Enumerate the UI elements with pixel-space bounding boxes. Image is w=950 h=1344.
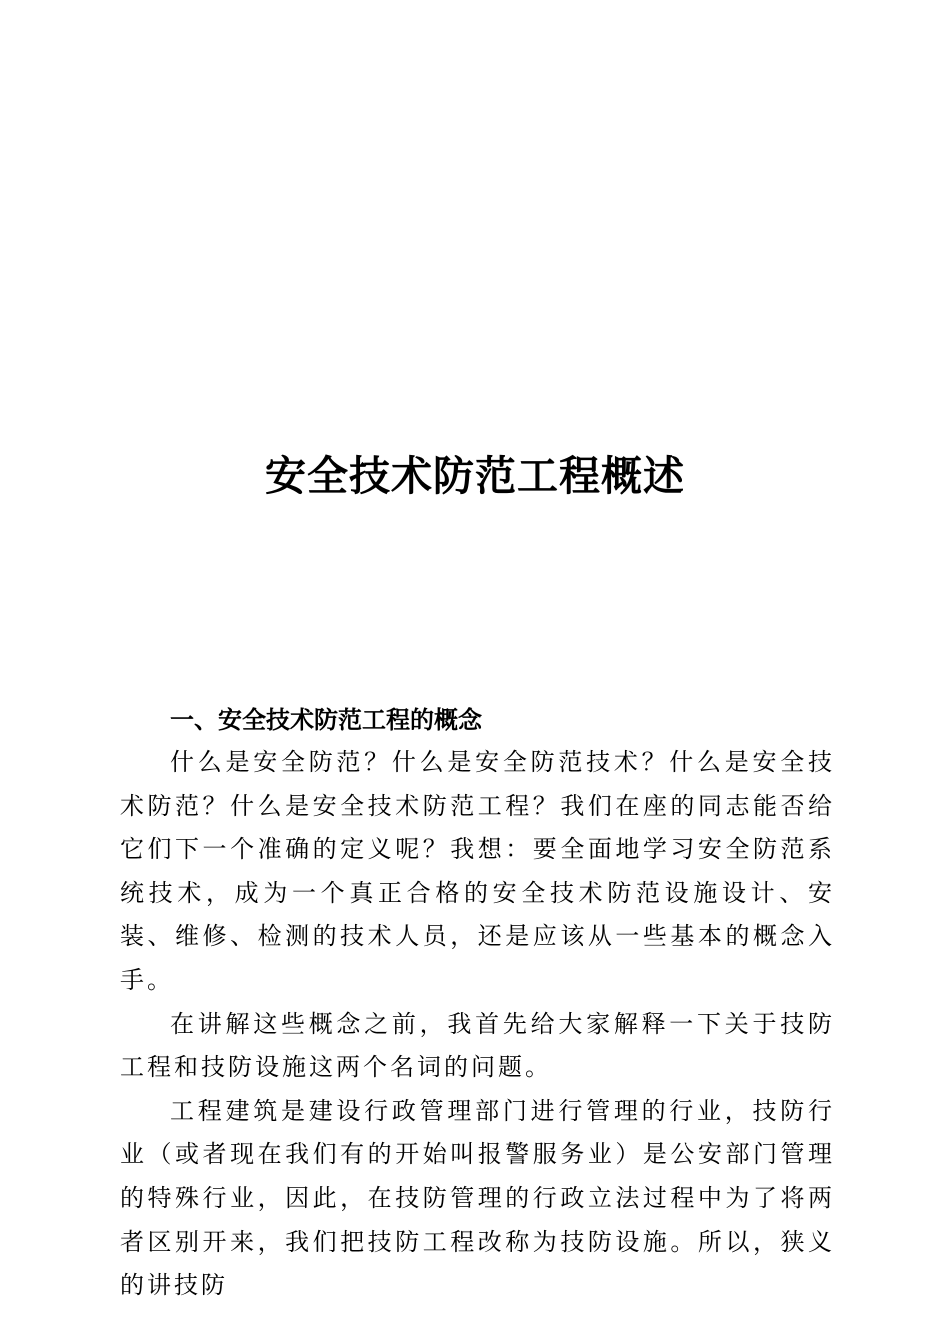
document-title: 安全技术防范工程概述 xyxy=(265,452,685,500)
paragraph-terms-intro: 在讲解这些概念之前，我首先给大家解释一下关于技防工程和技防设施这两个名词的问题。 xyxy=(120,1009,835,1082)
paragraph-definitions: 什么是安全防范？什么是安全防范技术？什么是安全技术防范？什么是安全技术防范工程？我们在座的同志能否给它们下一个准确的定义呢？我想：要全面地学习安全防范系统技术，成为一个真正合格的安全技术防范设施设计、安装、维修、检测的技术人员，还是应该从一些基本的概念入手。 xyxy=(120,748,835,994)
paragraph-industry: 工程建筑是建设行政管理部门进行管理的行业，技防行业（或者现在我们有的开始叫报警服务业）是公安部门管理的特殊行业，因此，在技防管理的行政立法过程中为了将两者区别开来，我们把技防工程改称为技防设施。所以，狭义的讲技防 xyxy=(120,1096,835,1300)
section-heading: 一、安全技术防范工程的概念 xyxy=(170,706,482,734)
document-body xyxy=(120,700,835,1308)
